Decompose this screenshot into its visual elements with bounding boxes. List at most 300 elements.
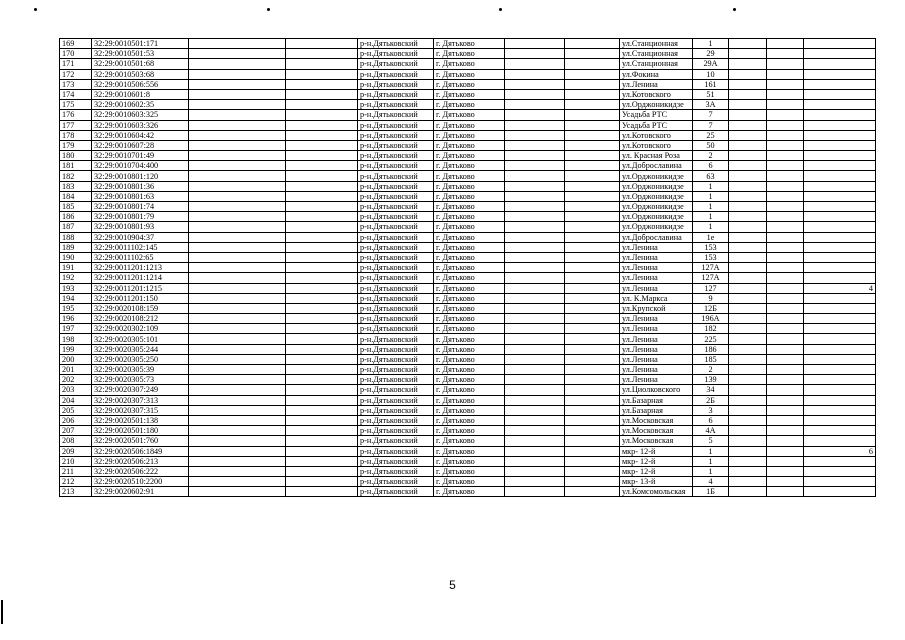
empty-cell [729, 487, 767, 497]
empty-cell [286, 263, 358, 273]
row-number: 199 [60, 344, 92, 354]
house-cell: 25 [693, 130, 729, 140]
district-cell: р-н.Дятьковский [358, 303, 434, 313]
empty-cell [729, 161, 767, 171]
house-cell: 3 [693, 405, 729, 415]
parcel-table [59, 38, 876, 497]
empty-cell [767, 79, 804, 89]
empty-cell [565, 415, 620, 425]
count-cell [804, 375, 876, 385]
table-row [60, 283, 876, 293]
town-cell: г. Дятьково [434, 39, 505, 49]
empty-cell [189, 344, 286, 354]
empty-cell [505, 232, 565, 242]
house-cell: 127 [693, 283, 729, 293]
count-cell [804, 49, 876, 59]
empty-cell [729, 324, 767, 334]
row-number: 196 [60, 314, 92, 324]
empty-cell [286, 171, 358, 181]
empty-cell [767, 395, 804, 405]
street-cell: ул.Ленина [620, 314, 693, 324]
empty-cell [505, 130, 565, 140]
town-cell: г. Дятьково [434, 202, 505, 212]
empty-cell [565, 212, 620, 222]
cadastral-number: 32:29:0020307:315 [92, 405, 189, 415]
empty-cell [767, 283, 804, 293]
district-cell: р-н.Дятьковский [358, 446, 434, 456]
empty-cell [729, 293, 767, 303]
table-row [60, 385, 876, 395]
district-cell: р-н.Дятьковский [358, 283, 434, 293]
cadastral-number: 32:29:0011201:150 [92, 293, 189, 303]
town-cell: г. Дятьково [434, 120, 505, 130]
empty-cell [505, 110, 565, 120]
district-cell: р-н.Дятьковский [358, 181, 434, 191]
cadastral-number: 32:29:0020305:250 [92, 354, 189, 364]
count-cell [804, 59, 876, 69]
street-cell: мкр- 12-й [620, 466, 693, 476]
empty-cell [189, 456, 286, 466]
empty-cell [286, 222, 358, 232]
empty-cell [767, 140, 804, 150]
count-cell [804, 426, 876, 436]
count-cell [804, 415, 876, 425]
count-cell [804, 232, 876, 242]
empty-cell [729, 100, 767, 110]
empty-cell [189, 415, 286, 425]
empty-cell [729, 395, 767, 405]
count-cell [804, 405, 876, 415]
house-cell: 196А [693, 314, 729, 324]
count-cell [804, 273, 876, 283]
empty-cell [565, 466, 620, 476]
street-cell: ул.Ленина [620, 324, 693, 334]
house-cell: 2Б [693, 395, 729, 405]
empty-cell [565, 100, 620, 110]
row-number: 169 [60, 39, 92, 49]
table-row [60, 161, 876, 171]
district-cell: р-н.Дятьковский [358, 405, 434, 415]
empty-cell [286, 49, 358, 59]
street-cell: Усадьба РТС [620, 110, 693, 120]
count-cell [804, 212, 876, 222]
table-row [60, 477, 876, 487]
district-cell: р-н.Дятьковский [358, 426, 434, 436]
empty-cell [565, 456, 620, 466]
count-cell [804, 456, 876, 466]
empty-cell [286, 436, 358, 446]
empty-cell [565, 477, 620, 487]
empty-cell [565, 49, 620, 59]
empty-cell [286, 232, 358, 242]
district-cell: р-н.Дятьковский [358, 354, 434, 364]
town-cell: г. Дятьково [434, 242, 505, 252]
town-cell: г. Дятьково [434, 222, 505, 232]
table-row [60, 426, 876, 436]
house-cell: 139 [693, 375, 729, 385]
empty-cell [767, 456, 804, 466]
district-cell: р-н.Дятьковский [358, 263, 434, 273]
empty-cell [565, 59, 620, 69]
empty-cell [189, 324, 286, 334]
empty-cell [729, 120, 767, 130]
empty-cell [767, 120, 804, 130]
district-cell: р-н.Дятьковский [358, 375, 434, 385]
cadastral-number: 32:29:0010704:400 [92, 161, 189, 171]
empty-cell [286, 181, 358, 191]
table-row [60, 39, 876, 49]
row-number: 186 [60, 212, 92, 222]
empty-cell [505, 242, 565, 252]
table-row [60, 395, 876, 405]
empty-cell [286, 89, 358, 99]
scan-edge-mark [1, 600, 3, 624]
row-number: 213 [60, 487, 92, 497]
empty-cell [286, 39, 358, 49]
empty-cell [189, 222, 286, 232]
town-cell: г. Дятьково [434, 110, 505, 120]
district-cell: р-н.Дятьковский [358, 324, 434, 334]
row-number: 170 [60, 49, 92, 59]
empty-cell [505, 446, 565, 456]
empty-cell [729, 344, 767, 354]
empty-cell [505, 395, 565, 405]
empty-cell [189, 293, 286, 303]
street-cell: ул.Орджоникидзе [620, 222, 693, 232]
town-cell: г. Дятьково [434, 140, 505, 150]
house-cell: 5 [693, 436, 729, 446]
empty-cell [505, 69, 565, 79]
empty-cell [767, 242, 804, 252]
empty-cell [729, 79, 767, 89]
empty-cell [767, 324, 804, 334]
empty-cell [767, 202, 804, 212]
empty-cell [767, 191, 804, 201]
house-cell: 1Б [693, 487, 729, 497]
empty-cell [767, 466, 804, 476]
table-row [60, 263, 876, 273]
cadastral-number: 32:29:0010801:36 [92, 181, 189, 191]
empty-cell [505, 303, 565, 313]
town-cell: г. Дятьково [434, 283, 505, 293]
row-number: 190 [60, 252, 92, 262]
cadastral-number: 32:29:0011201:1213 [92, 263, 189, 273]
page-number: 5 [449, 578, 456, 592]
empty-cell [767, 415, 804, 425]
house-cell: 153 [693, 242, 729, 252]
empty-cell [767, 385, 804, 395]
house-cell: 7 [693, 120, 729, 130]
district-cell: р-н.Дятьковский [358, 161, 434, 171]
table-row [60, 293, 876, 303]
row-number: 180 [60, 151, 92, 161]
empty-cell [565, 365, 620, 375]
empty-cell [565, 151, 620, 161]
scan-dot [733, 8, 736, 11]
empty-cell [189, 242, 286, 252]
row-number: 187 [60, 222, 92, 232]
street-cell: ул.Московская [620, 415, 693, 425]
town-cell: г. Дятьково [434, 324, 505, 334]
row-number: 201 [60, 365, 92, 375]
row-number: 178 [60, 130, 92, 140]
empty-cell [286, 191, 358, 201]
table-row [60, 232, 876, 242]
empty-cell [565, 79, 620, 89]
district-cell: р-н.Дятьковский [358, 334, 434, 344]
cadastral-number: 32:29:0010603:326 [92, 120, 189, 130]
cadastral-number: 32:29:0010506:556 [92, 79, 189, 89]
district-cell: р-н.Дятьковский [358, 212, 434, 222]
house-cell: 127А [693, 273, 729, 283]
cadastral-number: 32:29:0020501:180 [92, 426, 189, 436]
empty-cell [189, 405, 286, 415]
empty-cell [767, 436, 804, 446]
empty-cell [189, 59, 286, 69]
house-cell: 225 [693, 334, 729, 344]
empty-cell [505, 79, 565, 89]
house-cell: 182 [693, 324, 729, 334]
empty-cell [189, 202, 286, 212]
street-cell: ул.Орджоникидзе [620, 181, 693, 191]
empty-cell [767, 477, 804, 487]
empty-cell [286, 344, 358, 354]
town-cell: г. Дятьково [434, 344, 505, 354]
house-cell: 1 [693, 446, 729, 456]
empty-cell [767, 303, 804, 313]
empty-cell [286, 100, 358, 110]
table-row [60, 151, 876, 161]
empty-cell [565, 487, 620, 497]
cadastral-number: 32:29:0010701:49 [92, 151, 189, 161]
empty-cell [286, 365, 358, 375]
empty-cell [729, 303, 767, 313]
house-cell: 1 [693, 466, 729, 476]
empty-cell [565, 436, 620, 446]
empty-cell [729, 314, 767, 324]
district-cell: р-н.Дятьковский [358, 456, 434, 466]
empty-cell [565, 120, 620, 130]
empty-cell [767, 354, 804, 364]
table-row [60, 242, 876, 252]
table-row [60, 303, 876, 313]
empty-cell [565, 405, 620, 415]
table-row [60, 181, 876, 191]
cadastral-number: 32:29:0020510:2200 [92, 477, 189, 487]
count-cell [804, 344, 876, 354]
house-cell: 34 [693, 385, 729, 395]
table-row [60, 79, 876, 89]
cadastral-number: 32:29:0020305:73 [92, 375, 189, 385]
empty-cell [189, 130, 286, 140]
town-cell: г. Дятьково [434, 69, 505, 79]
street-cell: ул.Орджоникидзе [620, 191, 693, 201]
empty-cell [565, 222, 620, 232]
district-cell: р-н.Дятьковский [358, 79, 434, 89]
table-row [60, 89, 876, 99]
house-cell: 6 [693, 415, 729, 425]
town-cell: г. Дятьково [434, 303, 505, 313]
cadastral-number: 32:29:0020506:222 [92, 466, 189, 476]
cadastral-number: 32:29:0010503:68 [92, 69, 189, 79]
empty-cell [505, 202, 565, 212]
empty-cell [767, 405, 804, 415]
town-cell: г. Дятьково [434, 426, 505, 436]
empty-cell [505, 477, 565, 487]
empty-cell [505, 456, 565, 466]
row-number: 204 [60, 395, 92, 405]
empty-cell [729, 477, 767, 487]
town-cell: г. Дятьково [434, 232, 505, 242]
empty-cell [767, 130, 804, 140]
empty-cell [565, 426, 620, 436]
table-row [60, 456, 876, 466]
empty-cell [286, 395, 358, 405]
empty-cell [286, 293, 358, 303]
table-row [60, 110, 876, 120]
street-cell: ул.Фокина [620, 69, 693, 79]
empty-cell [729, 202, 767, 212]
empty-cell [505, 487, 565, 497]
count-cell [804, 191, 876, 201]
district-cell: р-н.Дятьковский [358, 232, 434, 242]
district-cell: р-н.Дятьковский [358, 395, 434, 405]
table-row [60, 365, 876, 375]
empty-cell [729, 446, 767, 456]
empty-cell [286, 120, 358, 130]
house-cell: 63 [693, 171, 729, 181]
town-cell: г. Дятьково [434, 466, 505, 476]
empty-cell [565, 171, 620, 181]
row-number: 184 [60, 191, 92, 201]
district-cell: р-н.Дятьковский [358, 191, 434, 201]
count-cell [804, 171, 876, 181]
row-number: 191 [60, 263, 92, 273]
table-row [60, 314, 876, 324]
town-cell: г. Дятьково [434, 365, 505, 375]
district-cell: р-н.Дятьковский [358, 436, 434, 446]
empty-cell [189, 314, 286, 324]
empty-cell [189, 354, 286, 364]
count-cell [804, 161, 876, 171]
table-row [60, 344, 876, 354]
empty-cell [729, 466, 767, 476]
count-cell [804, 140, 876, 150]
empty-cell [767, 222, 804, 232]
empty-cell [189, 303, 286, 313]
street-cell: ул.Станционная [620, 39, 693, 49]
town-cell: г. Дятьково [434, 456, 505, 466]
empty-cell [565, 283, 620, 293]
town-cell: г. Дятьково [434, 446, 505, 456]
empty-cell [505, 212, 565, 222]
district-cell: р-н.Дятьковский [358, 252, 434, 262]
empty-cell [505, 49, 565, 59]
cadastral-number: 32:29:0020501:138 [92, 415, 189, 425]
empty-cell [767, 89, 804, 99]
district-cell: р-н.Дятьковский [358, 242, 434, 252]
row-number: 189 [60, 242, 92, 252]
empty-cell [767, 110, 804, 120]
empty-cell [767, 446, 804, 456]
house-cell: 51 [693, 89, 729, 99]
row-number: 179 [60, 140, 92, 150]
table-row [60, 405, 876, 415]
empty-cell [189, 436, 286, 446]
empty-cell [729, 283, 767, 293]
count-cell [804, 242, 876, 252]
empty-cell [286, 303, 358, 313]
table-row [60, 436, 876, 446]
empty-cell [189, 212, 286, 222]
empty-cell [729, 385, 767, 395]
street-cell: ул.Московская [620, 436, 693, 446]
empty-cell [729, 242, 767, 252]
house-cell: 4 [693, 477, 729, 487]
row-number: 182 [60, 171, 92, 181]
district-cell: р-н.Дятьковский [358, 273, 434, 283]
street-cell: ул.Котовского [620, 140, 693, 150]
house-cell: 29 [693, 49, 729, 59]
empty-cell [189, 89, 286, 99]
cadastral-number: 32:29:0010604:42 [92, 130, 189, 140]
row-number: 208 [60, 436, 92, 446]
row-number: 197 [60, 324, 92, 334]
count-cell [804, 222, 876, 232]
empty-cell [505, 375, 565, 385]
house-cell: 1 [693, 212, 729, 222]
house-cell: 3А [693, 100, 729, 110]
empty-cell [565, 191, 620, 201]
empty-cell [505, 405, 565, 415]
empty-cell [729, 151, 767, 161]
row-number: 181 [60, 161, 92, 171]
empty-cell [286, 466, 358, 476]
cadastral-number: 32:29:0010801:74 [92, 202, 189, 212]
empty-cell [505, 191, 565, 201]
empty-cell [505, 39, 565, 49]
town-cell: г. Дятьково [434, 415, 505, 425]
count-cell [804, 151, 876, 161]
street-cell: ул.Ленина [620, 273, 693, 283]
table-row [60, 140, 876, 150]
count-cell [804, 477, 876, 487]
row-number: 194 [60, 293, 92, 303]
empty-cell [767, 100, 804, 110]
empty-cell [767, 161, 804, 171]
cadastral-number: 32:29:0010607:28 [92, 140, 189, 150]
table-row [60, 191, 876, 201]
row-number: 211 [60, 466, 92, 476]
street-cell: мкр- 13-й [620, 477, 693, 487]
empty-cell [286, 385, 358, 395]
row-number: 183 [60, 181, 92, 191]
house-cell: 1 [693, 202, 729, 212]
town-cell: г. Дятьково [434, 212, 505, 222]
table-row [60, 354, 876, 364]
count-cell [804, 395, 876, 405]
empty-cell [286, 161, 358, 171]
empty-cell [729, 212, 767, 222]
empty-cell [729, 110, 767, 120]
house-cell: 6 [693, 161, 729, 171]
town-cell: г. Дятьково [434, 385, 505, 395]
district-cell: р-н.Дятьковский [358, 466, 434, 476]
cadastral-number: 32:29:0011201:1215 [92, 283, 189, 293]
house-cell: 1 [693, 222, 729, 232]
town-cell: г. Дятьково [434, 151, 505, 161]
town-cell: г. Дятьково [434, 293, 505, 303]
